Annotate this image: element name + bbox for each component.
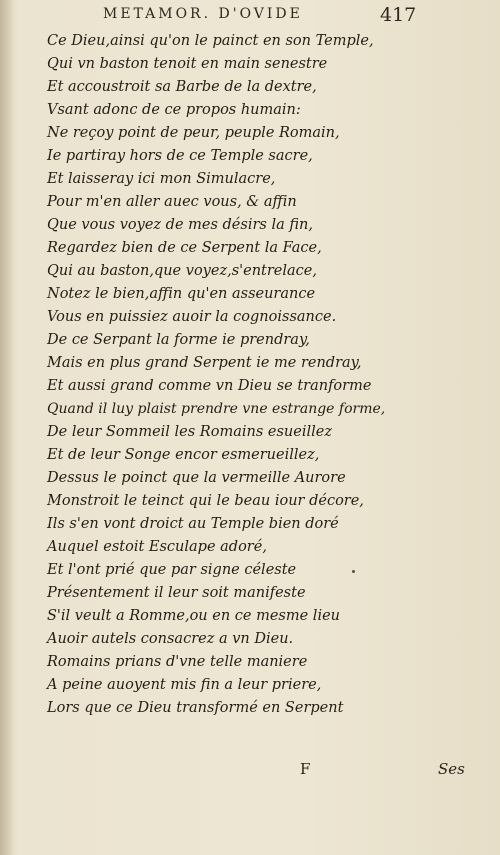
verse-line: Et l'ont prié que par signe céleste (47, 562, 297, 578)
signature-mark: F (300, 760, 311, 778)
verse-line: De ce Serpant la forme ie prendray, (47, 332, 310, 348)
verse-line: Qui au baston,que voyez,s'entrelace, (47, 263, 317, 279)
verse-line: Dessus le poinct que la vermeille Aurore (47, 470, 346, 486)
verse-line: Mais en plus grand Serpent ie me rendray, (47, 355, 362, 371)
verse-line: Vsant adonc de ce propos humain: (47, 102, 301, 118)
verse-line: Qui vn baston tenoit en main senestre (47, 56, 328, 72)
verse-line: Que vous voyez de mes désirs la fin, (47, 217, 313, 233)
verse-line: De leur Sommeil les Romains esueillez (47, 424, 332, 440)
verse-line: Et accoustroit sa Barbe de la dextre, (47, 79, 317, 95)
verse-line: Ce Dieu,ainsi qu'on le painct en son Temple, (47, 33, 374, 49)
running-head (0, 4, 500, 30)
page-number: 417 (380, 4, 417, 26)
verse-line: Ils s'en vont droict au Temple bien doré (47, 516, 339, 532)
verse-line: Monstroit le teinct qui le beau iour décore, (47, 493, 364, 509)
verse-line: Vous en puissiez auoir la cognoissance. (47, 309, 337, 325)
verse-line: Notez le bien,affin qu'en asseurance (47, 286, 316, 302)
verse-line: Auoir autels consacrez a vn Dieu. (47, 631, 294, 647)
running-title: METAMOR. D'OVIDE (103, 6, 303, 22)
verse-line: S'il veult a Romme,ou en ce mesme lieu (47, 608, 341, 624)
verse-line: Présentement il leur soit manifeste (47, 585, 306, 601)
verse-line: Ne reçoy point de peur, peuple Romain, (47, 125, 340, 141)
verse-line: Et de leur Songe encor esmerueillez, (47, 447, 320, 463)
verse-line: Regardez bien de ce Serpent la Face, (47, 240, 322, 256)
verse-line: Auquel estoit Esculape adoré, (47, 539, 267, 555)
verse-block (0, 30, 500, 720)
ink-speck (352, 570, 355, 573)
verse-line: Pour m'en aller auec vous, & affin (47, 194, 297, 210)
verse-line: Et aussi grand comme vn Dieu se tranforme (47, 378, 372, 394)
verse-line: Romains prians d'vne telle maniere (47, 654, 308, 670)
verse-line: Et laisseray ici mon Simulacre, (47, 171, 276, 187)
verse-line: Lors que ce Dieu transformé en Serpent (47, 700, 344, 716)
verse-line: A peine auoyent mis fin a leur priere, (47, 677, 322, 693)
verse-line: Quand il luy plaist prendre vne estrange forme, (47, 401, 386, 417)
catchword: Ses (438, 760, 465, 778)
verse-line: Ie partiray hors de ce Temple sacre, (47, 148, 313, 164)
